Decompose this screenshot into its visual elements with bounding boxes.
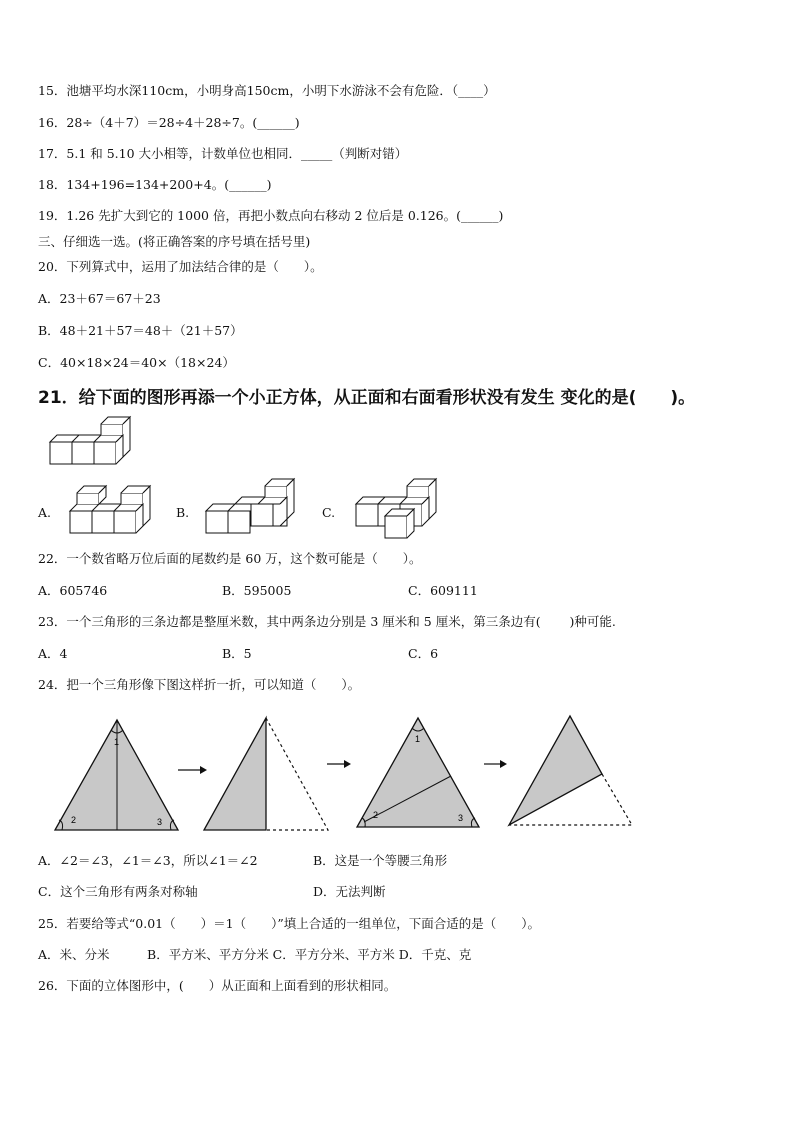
question-23-option-c: C．6 bbox=[408, 646, 439, 661]
section-3-title: 三、仔细选一选。(将正确答案的序号填在括号里) bbox=[38, 234, 311, 249]
question-20-option-a: A．23＋67＝67＋23 bbox=[38, 291, 161, 306]
arrow-right-icon-3 bbox=[484, 760, 507, 768]
cube-figure-option-b bbox=[202, 491, 302, 536]
angle-3-label-b: 3 bbox=[458, 813, 464, 823]
question-21-option-a-label: A. bbox=[38, 505, 52, 520]
triangle-2 bbox=[204, 718, 328, 830]
question-19: 19．1.26 先扩大到它的 1000 倍，再把小数点向右移动 2 位后是 0.126。(______) bbox=[38, 208, 504, 223]
question-24-option-c: C．这个三角形有两条对称轴 bbox=[38, 884, 198, 899]
cube-figure-option-a bbox=[66, 493, 161, 538]
cube-figure-option-c bbox=[352, 492, 442, 542]
question-18: 18．134+196=134+200+4。(______) bbox=[38, 177, 272, 192]
question-24-stem: 24．把一个三角形像下图这样折一折，可以知道（ ）。 bbox=[38, 677, 361, 692]
angle-2-label: 2 bbox=[71, 815, 77, 825]
question-26-stem: 26．下面的立体图形中，( ）从正面和上面看到的形状相同。 bbox=[38, 978, 397, 993]
cube-figure-original bbox=[45, 430, 135, 475]
triangle-fold-diagram bbox=[0, 710, 794, 840]
arrow-right-icon-1 bbox=[178, 766, 207, 774]
question-21-option-c-label: C. bbox=[322, 505, 336, 520]
triangle-4 bbox=[509, 716, 632, 825]
question-20-stem: 20．下列算式中，运用了加法结合律的是（ ）。 bbox=[38, 259, 323, 274]
question-24-option-d: D．无法判断 bbox=[313, 884, 386, 899]
triangle-3 bbox=[357, 718, 479, 827]
question-17: 17．5.1 和 5.10 大小相等，计数单位也相同．_____（判断对错） bbox=[38, 146, 408, 161]
question-21-stem: 21．给下面的图形再添一个小正方体，从正面和右面看形状没有发生 变化的是( )。 bbox=[38, 388, 696, 408]
angle-1-label-b: 1 bbox=[415, 734, 421, 744]
question-24-option-a: A．∠2＝∠3，∠1＝∠3，所以∠1＝∠2 bbox=[38, 853, 258, 868]
question-24-option-b: B．这是一个等腰三角形 bbox=[313, 853, 448, 868]
question-22-stem: 22．一个数省略万位后面的尾数约是 60 万，这个数可能是（ ）。 bbox=[38, 551, 422, 566]
arrow-right-icon-2 bbox=[327, 760, 351, 768]
question-22-option-b: B．595005 bbox=[222, 583, 292, 598]
question-15: 15．池塘平均水深110cm，小明身高150cm，小明下水游泳不会有危险．（____） bbox=[38, 83, 496, 98]
angle-3-label: 3 bbox=[157, 817, 163, 827]
angle-1-label: 1 bbox=[114, 737, 120, 747]
question-23-option-a: A．4 bbox=[38, 646, 68, 661]
question-22-option-c: C．609111 bbox=[408, 583, 478, 598]
question-23-stem: 23．一个三角形的三条边都是整厘米数，其中两条边分别是 3 厘米和 5 厘米，第三条边有( )种可能. bbox=[38, 614, 616, 629]
question-23-option-b: B．5 bbox=[222, 646, 252, 661]
question-25-stem: 25．若要给等式“0.01（ ）＝1（ ）”填上合适的一组单位，下面合适的是（ ）。 bbox=[38, 916, 540, 931]
question-22-option-a: A．605746 bbox=[38, 583, 108, 598]
question-16: 16．28÷（4＋7）＝28÷4＋28÷7。(______) bbox=[38, 115, 300, 130]
question-20-option-c: C．40×18×24＝40×（18×24） bbox=[38, 355, 235, 370]
question-20-option-b: B．48＋21＋57＝48＋（21＋57） bbox=[38, 323, 243, 338]
angle-2-label-b: 2 bbox=[373, 810, 379, 820]
triangle-1 bbox=[55, 720, 178, 830]
question-21-option-b-label: B. bbox=[176, 505, 190, 520]
question-25-options: A．米、分米 B．平方米、平方分米 C．平方分米、平方米 D．千克、克 bbox=[38, 947, 472, 962]
